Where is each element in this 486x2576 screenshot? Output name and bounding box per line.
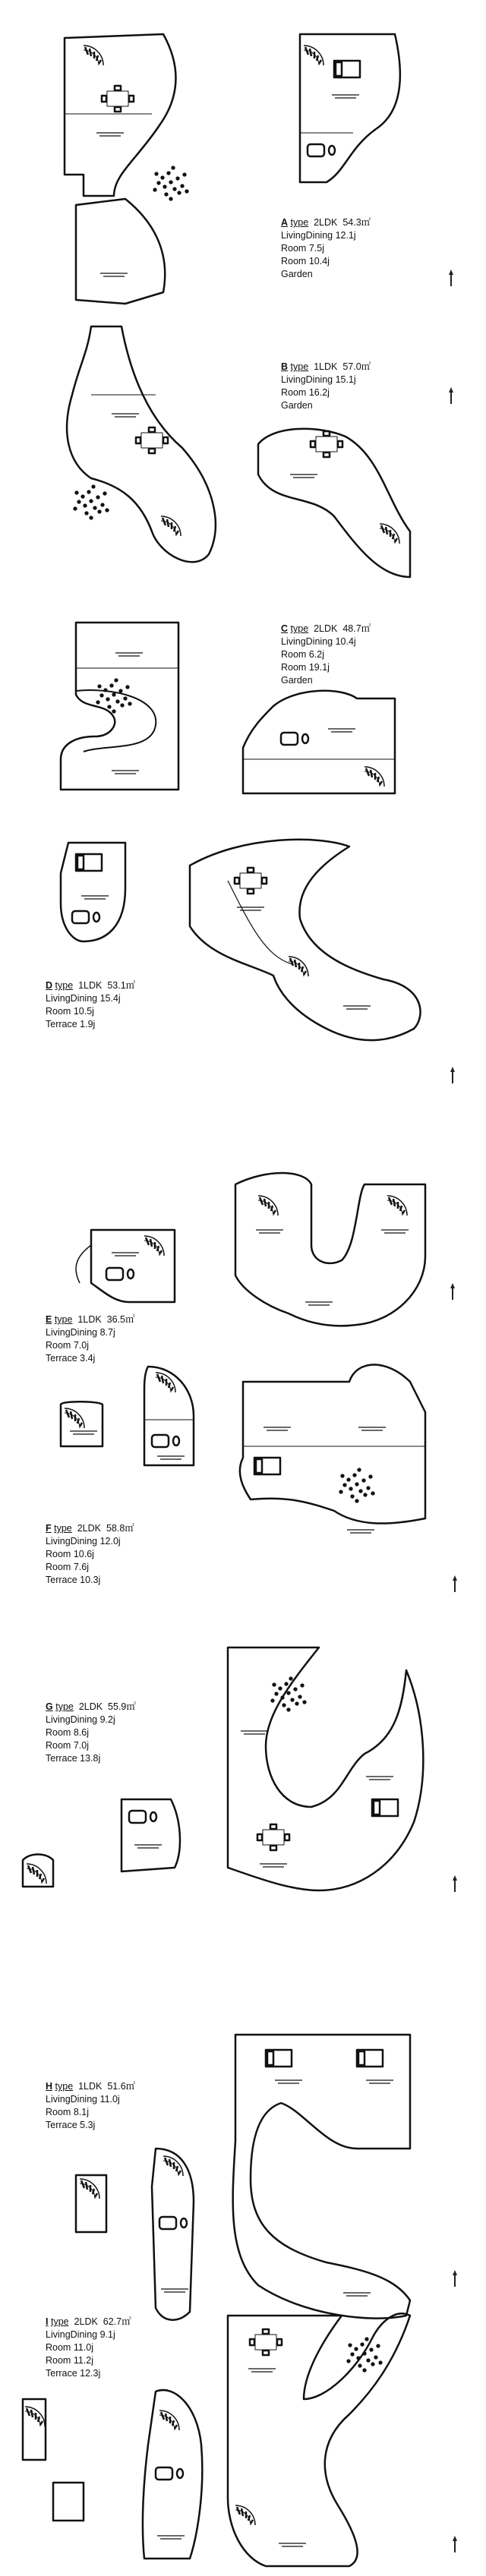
unit-letter: D xyxy=(46,980,53,991)
room-line: Room 10.6j xyxy=(46,1549,94,1559)
unit-letter: A xyxy=(281,217,289,228)
unit-letter: F xyxy=(46,1523,52,1534)
room-line: LivingDining 9.1j xyxy=(46,2329,115,2340)
room-line: Terrace 3.4j xyxy=(46,1353,96,1364)
unit-type-word: type xyxy=(54,1523,72,1534)
plan-g-left xyxy=(23,1799,180,1887)
unit-info-g xyxy=(46,1701,136,1765)
room-line: LivingDining 10.4j xyxy=(281,636,356,647)
unit-letter: C xyxy=(281,623,289,634)
north-arrow-icon xyxy=(448,387,454,405)
unit-layout: 1LDK xyxy=(314,361,338,372)
unit-heading xyxy=(46,1701,136,1714)
north-arrow-icon xyxy=(452,2536,458,2554)
unit-letter: G xyxy=(46,1701,53,1712)
unit-layout: 2LDK xyxy=(314,217,338,228)
unit-layout: 2LDK xyxy=(74,2316,98,2327)
room-line: Room 11.0j xyxy=(46,2342,93,2353)
room-line: Terrace 12.3j xyxy=(46,2368,101,2379)
room-line: Room 10.4j xyxy=(281,256,330,266)
room-line: Terrace 5.3j xyxy=(46,2120,96,2130)
room-line: LivingDining 8.7j xyxy=(46,1327,115,1338)
room-line: Room 7.6j xyxy=(46,1562,89,1572)
north-arrow-icon xyxy=(450,1283,456,1301)
room-line: Room 19.1j xyxy=(281,662,330,673)
plan-f-left xyxy=(61,1367,194,1465)
north-arrow-icon xyxy=(452,2270,458,2288)
room-line: Room 6.2j xyxy=(281,649,324,660)
unit-heading xyxy=(281,216,371,229)
unit-type-word: type xyxy=(50,2316,69,2327)
room-line: Room 16.2j xyxy=(281,387,330,398)
unit-info-c xyxy=(281,623,371,687)
unit-area: 58.8㎡ xyxy=(106,1523,134,1534)
unit-letter: I xyxy=(46,2316,49,2327)
room-line: Room 7.0j xyxy=(46,1340,89,1351)
unit-info-a xyxy=(281,216,371,281)
north-arrow-icon xyxy=(452,1875,458,1893)
plan-g-right xyxy=(228,1647,423,1890)
unit-area: 36.5㎡ xyxy=(106,1314,135,1325)
unit-type-word: type xyxy=(290,361,309,372)
unit-info-d xyxy=(46,979,135,1031)
unit-info-b xyxy=(281,361,371,412)
unit-type-word: type xyxy=(55,1701,74,1712)
room-line: Terrace 10.3j xyxy=(46,1575,101,1585)
room-line: Garden xyxy=(281,269,313,279)
room-line: LivingDining 9.2j xyxy=(46,1714,115,1725)
plan-d-right xyxy=(190,840,421,1040)
plan-c-right xyxy=(243,691,395,793)
plan-b-right xyxy=(258,429,410,577)
north-arrow-icon xyxy=(450,1067,456,1085)
unit-letter: H xyxy=(46,2081,53,2092)
unit-info-h xyxy=(46,2080,135,2132)
room-line: LivingDining 12.0j xyxy=(46,1536,121,1547)
unit-heading xyxy=(46,979,135,992)
plan-e-left xyxy=(76,1230,175,1302)
room-line: LivingDining 12.1j xyxy=(281,230,356,241)
unit-heading xyxy=(46,1522,134,1535)
room-line: Garden xyxy=(281,675,313,686)
unit-layout: 2LDK xyxy=(77,1523,101,1534)
unit-heading xyxy=(281,361,371,374)
unit-letter: E xyxy=(46,1314,52,1325)
unit-type-word: type xyxy=(55,2081,74,2092)
plan-c-left xyxy=(61,623,178,790)
unit-heading xyxy=(46,1313,135,1326)
room-line: Terrace 13.8j xyxy=(46,1753,101,1764)
unit-area: 55.9㎡ xyxy=(108,1701,136,1712)
unit-letter: B xyxy=(281,361,289,372)
room-line: Room 7.5j xyxy=(281,243,324,254)
room-line: Room 11.2j xyxy=(46,2355,93,2366)
unit-info-i xyxy=(46,2316,131,2380)
unit-type-word: type xyxy=(290,217,309,228)
plan-f-right xyxy=(240,1365,425,1534)
plan-h-left xyxy=(76,2149,194,2320)
room-line: Room 8.6j xyxy=(46,1727,89,1738)
plan-h-right xyxy=(233,2035,410,2319)
unit-type-word: type xyxy=(54,1314,73,1325)
unit-area: 53.1㎡ xyxy=(107,980,136,991)
room-line: LivingDining 15.4j xyxy=(46,993,121,1004)
unit-area: 57.0㎡ xyxy=(342,361,371,372)
plan-a-left xyxy=(65,34,188,304)
room-line: Garden xyxy=(281,400,313,411)
unit-area: 62.7㎡ xyxy=(103,2316,131,2327)
room-line: LivingDining 11.0j xyxy=(46,2094,120,2105)
plan-i-right xyxy=(228,2313,410,2566)
unit-type-word: type xyxy=(290,623,309,634)
plan-b-left xyxy=(67,326,216,562)
room-line: Terrace 1.9j xyxy=(46,1019,96,1029)
unit-info-e xyxy=(46,1313,135,1365)
room-line: LivingDining 15.1j xyxy=(281,374,356,385)
plan-e-right xyxy=(235,1173,425,1326)
unit-area: 54.3㎡ xyxy=(342,217,371,228)
north-arrow-icon xyxy=(452,1575,458,1594)
unit-layout: 1LDK xyxy=(78,980,103,991)
unit-layout: 1LDK xyxy=(77,1314,102,1325)
unit-layout: 2LDK xyxy=(78,1701,103,1712)
unit-area: 51.6㎡ xyxy=(107,2081,136,2092)
room-line: Room 8.1j xyxy=(46,2107,89,2117)
room-line: Room 10.5j xyxy=(46,1006,94,1017)
unit-type-word: type xyxy=(55,980,74,991)
plan-d-left xyxy=(61,843,125,941)
room-line: Room 7.0j xyxy=(46,1740,89,1751)
unit-layout: 1LDK xyxy=(78,2081,103,2092)
plan-a-right xyxy=(300,34,400,182)
unit-layout: 2LDK xyxy=(314,623,338,634)
unit-heading xyxy=(281,623,371,635)
plan-i-left xyxy=(23,2390,202,2559)
unit-area: 48.7㎡ xyxy=(342,623,371,634)
unit-info-f xyxy=(46,1522,134,1587)
unit-heading xyxy=(46,2080,135,2093)
unit-heading xyxy=(46,2316,131,2328)
north-arrow-icon xyxy=(448,270,454,288)
